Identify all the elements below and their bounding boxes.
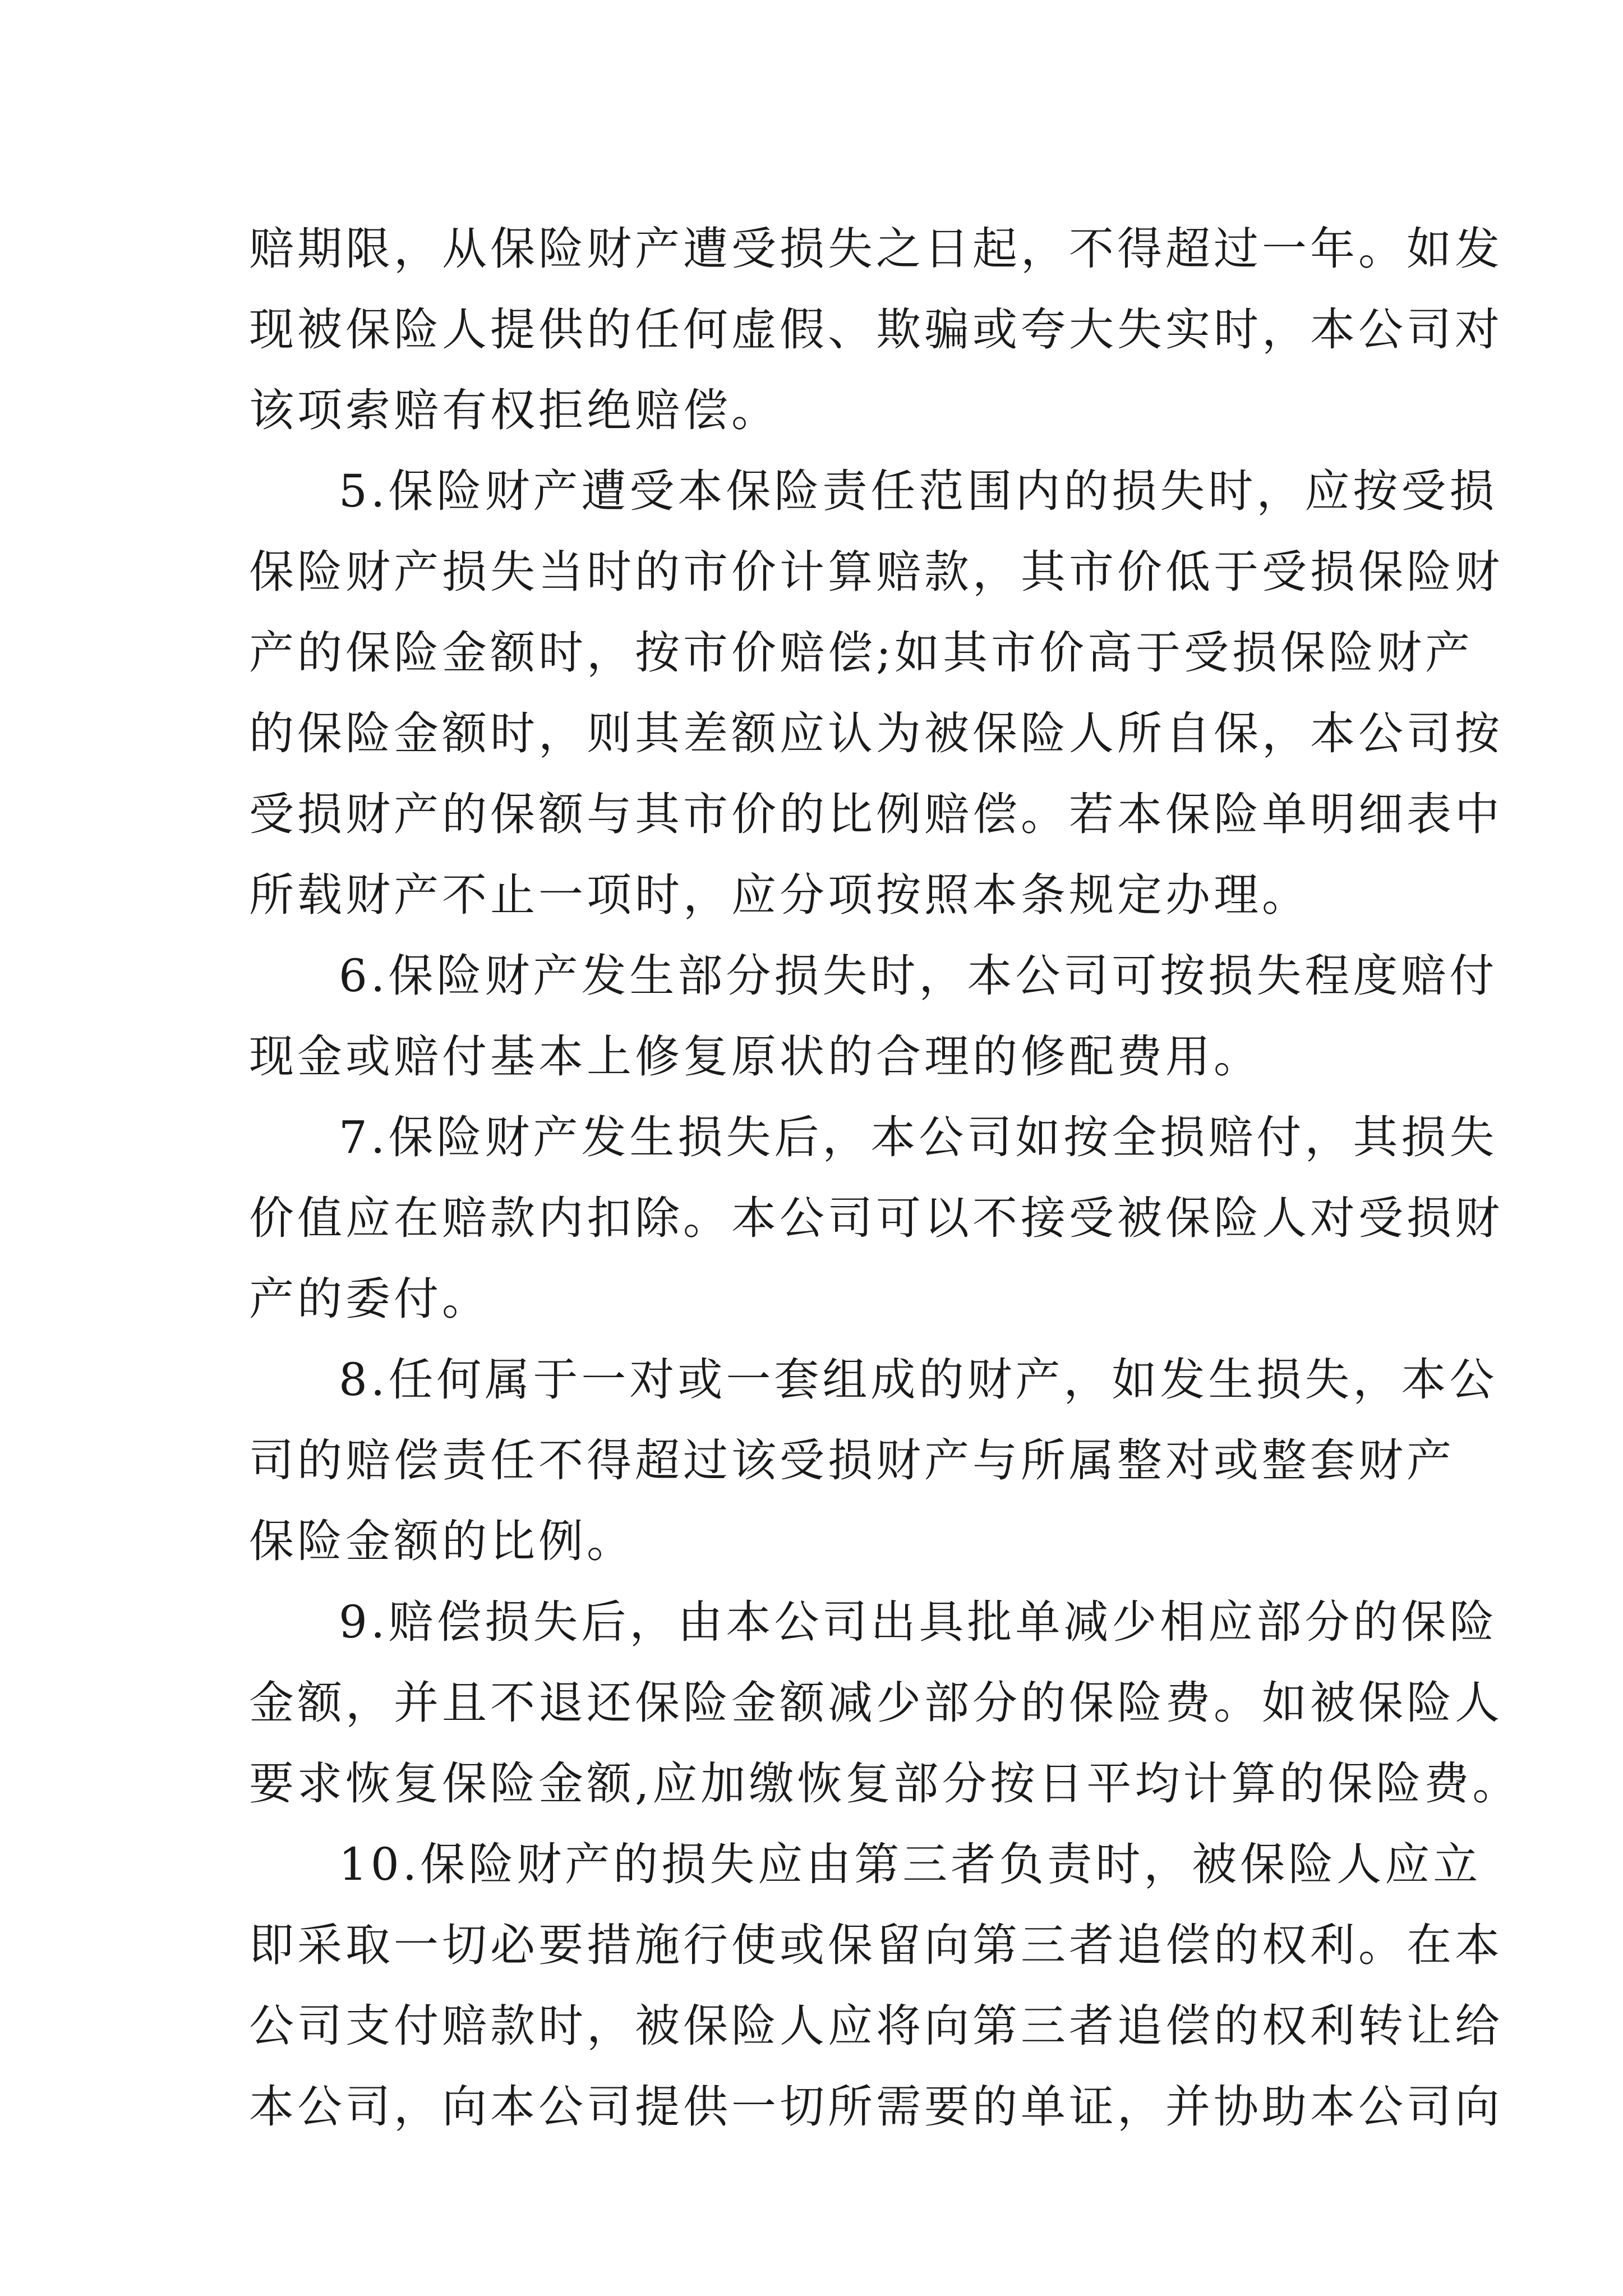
paragraph-start-line: 6.保险财产发生部分损失时，本公司可按损失程度赔付: [339, 950, 1498, 1002]
text-line: 该项索赔有权拒绝赔偿。: [249, 384, 780, 436]
text-line: 本公司，向本公司提供一切所需要的单证，并协助本公司向: [249, 2081, 1503, 2133]
text-line: 保险财产损失当时的市价计算赔款，其市价低于受损保险财: [249, 546, 1503, 598]
text-line: 现金或赔付基本上修复原状的合理的修配费用。: [249, 1030, 1262, 1083]
document-body: [249, 209, 1521, 2147]
text-line: 即采取一切必要措施行使或保留向第三者追偿的权利。在本: [249, 1919, 1503, 1971]
paragraph-start-line: 10.保险财产的损失应由第三者负责时，被保险人应立: [339, 1838, 1482, 1890]
paragraph-start-line: 9.赔偿损失后，由本公司出具批单减少相应部分的保险: [339, 1596, 1498, 1648]
text-line: 所载财产不止一项时，应分项按照本条规定办理。: [249, 869, 1310, 921]
text-line: 公司支付赔款时，被保险人应将向第三者追偿的权利转让给: [249, 2000, 1503, 2052]
text-line: 产的委付。: [249, 1273, 490, 1325]
paragraph-start-line: 8.任何属于一对或一套组成的财产，如发生损失，本公: [339, 1354, 1498, 1406]
paragraph-start-line: 5.保险财产遭受本保险责任范围内的损失时，应按受损: [339, 465, 1498, 517]
text-line: 产的保险金额时，按市价赔偿;如其市价高于受损保险财产: [249, 627, 1473, 679]
text-line: 保险金额的比例。: [249, 1515, 635, 1567]
text-line: 的保险金额时，则其差额应认为被保险人所自保，本公司按: [249, 707, 1503, 760]
text-line: 要求恢复保险金额,应加缴恢复部分按日平均计算的保险费。: [249, 1757, 1521, 1810]
text-line: 现被保险人提供的任何虚假、欺骗或夸大失实时，本公司对: [249, 303, 1503, 356]
paragraph-start-line: 7.保险财产发生损失后，本公司如按全损赔付，其损失: [339, 1111, 1498, 1163]
text-line: 价值应在赔款内扣除。本公司可以不接受被保险人对受损财: [249, 1192, 1503, 1244]
text-line: 金额，并且不退还保险金额减少部分的保险费。如被保险人: [249, 1677, 1503, 1729]
text-line: 受损财产的保额与其市价的比例赔偿。若本保险单明细表中: [249, 788, 1503, 840]
text-line: 赔期限，从保险财产遭受损失之日起，不得超过一年。如发: [249, 223, 1503, 275]
text-line: 司的赔偿责任不得超过该受损财产与所属整对或整套财产: [249, 1434, 1455, 1487]
